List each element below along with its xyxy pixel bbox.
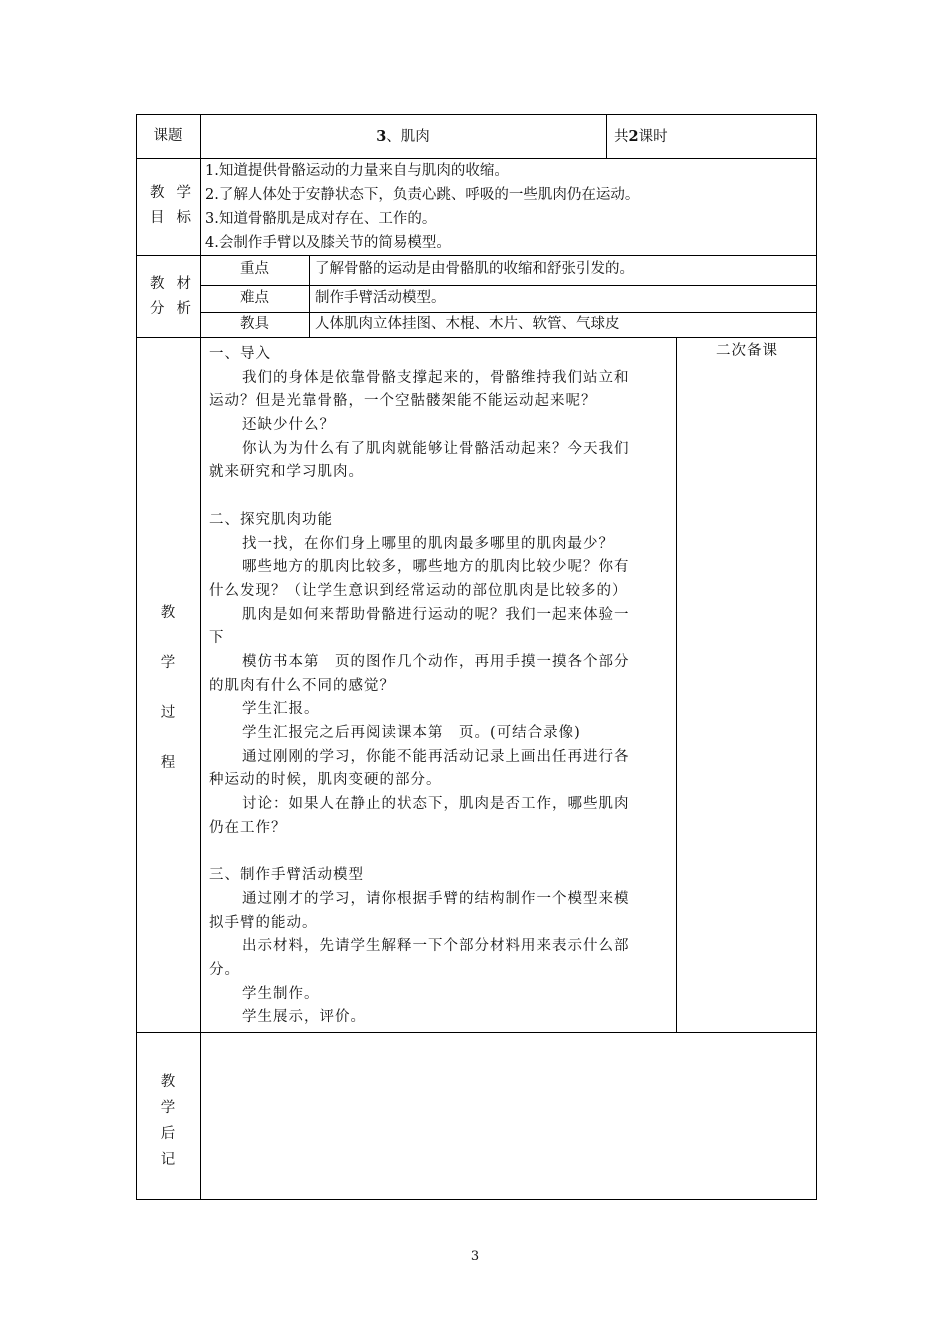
objective-item: 4.会制作手臂以及膝关节的简易模型。 xyxy=(205,235,451,251)
process-line: 就来研究和学习肌肉。 xyxy=(209,464,364,481)
process-line xyxy=(209,840,679,864)
secondary-prep-label: 二次备课 xyxy=(716,343,778,359)
table-border-top xyxy=(136,114,817,115)
process-line: 学生展示，评价。 xyxy=(242,1009,366,1026)
lesson-plan-table xyxy=(136,114,817,1200)
periods-divider xyxy=(606,114,607,158)
process-line: 仍在工作？ xyxy=(209,819,287,836)
row-divider xyxy=(136,1032,817,1033)
objectives-label: 教 学 xyxy=(150,185,191,201)
process-line: 一、导入 xyxy=(209,346,271,362)
process-line: 学生汇报。 xyxy=(242,701,320,718)
process-line: 哪些地方的肌肉比较多，哪些地方的肌肉比较少呢？你有 xyxy=(242,559,630,576)
process-line: 出示材料，先请学生解释一下个部分材料用来表示什么部 xyxy=(242,938,630,955)
analysis-key-divider xyxy=(309,255,310,337)
lesson-title xyxy=(200,127,606,147)
process-line: 三、制作手臂活动模型 xyxy=(209,867,364,884)
objective-item: 1.知道提供骨骼运动的力量来自与肌肉的收缩。 xyxy=(205,163,509,179)
process-line: 肌肉是如何来帮助骨骼进行运动的呢？我们一起来体验一 xyxy=(242,606,630,623)
process-label: 教 学 过 程 xyxy=(160,605,176,771)
objective-item: 2.了解人体处于安静状态下，负责心跳、呼吸的一些肌肉仍在运动。 xyxy=(205,187,640,203)
process-line: 二、探究肌肉功能 xyxy=(209,511,333,528)
lesson-name: 、肌肉 xyxy=(386,129,430,145)
analysis-key-difficulty: 难点 xyxy=(240,290,269,306)
process-line: 什么发现？（让学生意识到经常运动的部位肌肉是比较多的） xyxy=(209,582,628,599)
teaching-process-text xyxy=(209,343,679,1030)
analysis-value-difficulty: 制作手臂活动模型。 xyxy=(315,290,446,306)
analysis-key-materials: 教具 xyxy=(240,316,269,332)
page-number: 3 xyxy=(470,1249,480,1264)
process-line: 运动？但是光靠骨骼，一个空骷髅架能不能运动起来呢？ xyxy=(209,393,597,410)
process-line: 下 xyxy=(209,630,225,647)
row-divider xyxy=(136,158,817,159)
row-divider xyxy=(136,255,817,256)
process-line: 还缺少什么？ xyxy=(242,417,335,434)
analysis-value-focus: 了解骨骼的运动是由骨骼肌的收缩和舒张引发的。 xyxy=(315,261,634,277)
process-line xyxy=(209,485,679,509)
process-line: 通过刚才的学习，请你根据手臂的结构制作一个模型来模 xyxy=(242,890,630,907)
postscript-label: 教 学 后 记 xyxy=(160,1074,176,1168)
lesson-number: 3 xyxy=(376,128,387,145)
process-line: 的肌肉有什么不同的感觉？ xyxy=(209,677,395,694)
analysis-label: 教 材 xyxy=(150,276,191,292)
periods-prefix: 共 xyxy=(614,129,629,145)
process-line: 拟手臂的能动。 xyxy=(209,914,318,931)
process-line: 讨论：如果人在静止的状态下，肌肉是否工作，哪些肌肉 xyxy=(242,796,630,813)
row-divider xyxy=(136,337,817,338)
topic-label: 课题 xyxy=(153,128,183,144)
objectives-label-2: 目 标 xyxy=(150,210,191,226)
process-line: 我们的身体是依靠骨骼支撑起来的，骨骼维持我们站立和 xyxy=(242,369,630,386)
analysis-label-2: 分 析 xyxy=(150,301,191,317)
objective-item: 3.知道骨骼肌是成对存在、工作的。 xyxy=(205,211,437,227)
process-line: 学生汇报完之后再阅读课本第 页。(可结合录像) xyxy=(242,725,581,741)
process-line: 找一找，在你们身上哪里的肌肉最多哪里的肌肉最少？ xyxy=(242,535,614,552)
class-periods xyxy=(614,127,668,147)
row-divider xyxy=(200,312,817,313)
table-border-right xyxy=(816,114,817,1200)
process-line: 你认为为什么有了肌肉就能够让骨骼活动起来？今天我们 xyxy=(242,440,630,457)
process-line: 种运动的时候，肌肉变硬的部分。 xyxy=(209,772,442,789)
process-line: 通过刚刚的学习，你能不能再活动记录上画出任再进行各 xyxy=(242,748,630,765)
table-border-bottom xyxy=(136,1199,817,1200)
row-divider xyxy=(200,285,817,286)
process-line: 学生制作。 xyxy=(242,985,320,1002)
periods-suffix: 课时 xyxy=(638,129,668,145)
analysis-value-materials: 人体肌肉立体挂图、木棍、木片、软管、气球皮 xyxy=(315,316,620,332)
process-line: 分。 xyxy=(209,961,240,978)
periods-count: 2 xyxy=(628,128,639,145)
analysis-key-focus: 重点 xyxy=(240,261,269,277)
process-line: 模仿书本第 页的图作几个动作，再用手摸一摸各个部分 xyxy=(242,653,630,670)
